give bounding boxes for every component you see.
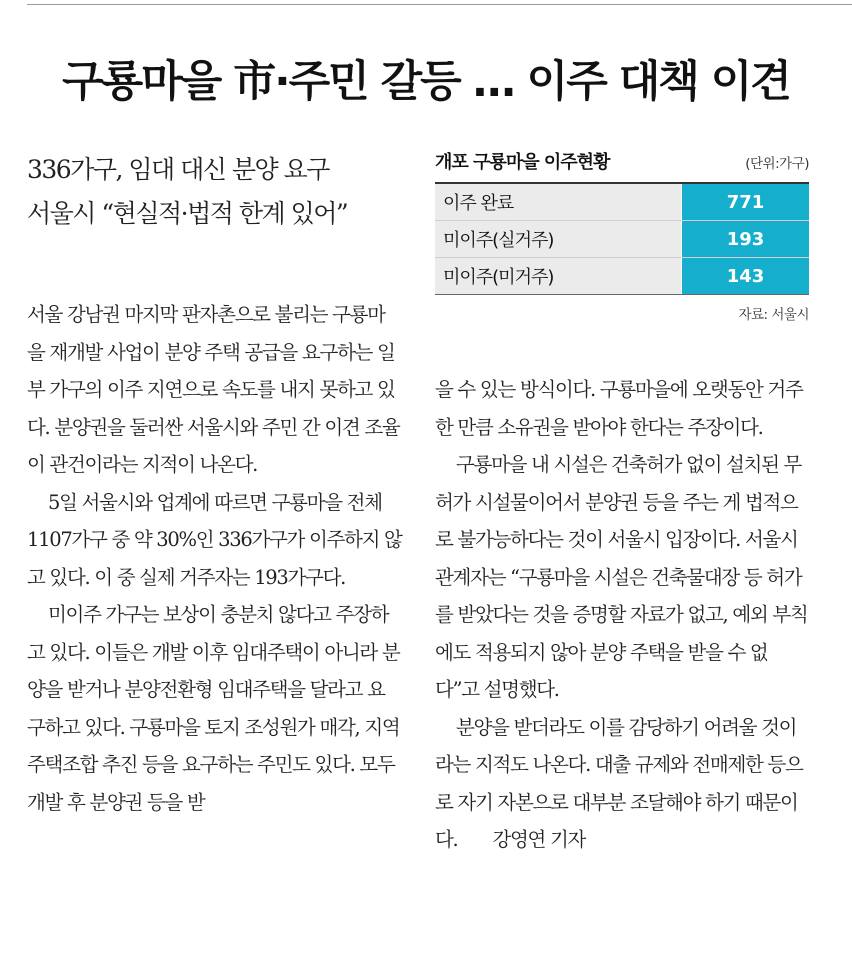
infobox-source: 자료: 서울시 [738, 307, 809, 323]
row-label: 이주 완료 [435, 184, 681, 220]
paragraph: 을 수 있는 방식이다. 구룡마을에 오랫동안 거주한 만큼 소유권을 받아야 한다는 주장이다. [435, 378, 803, 439]
headline: 구룡마을 市·주민 갈등 … 이주 대책 이견 [62, 57, 790, 107]
table-row [435, 220, 809, 257]
row-value: 143 [681, 258, 809, 294]
paragraph: 미이주 가구는 보상이 충분치 않다고 주장하고 있다. 이들은 개발 이후 임대주택이 아니라 분양을 받거나 분양전환형 임대주택을 달라고 요구하고 있다. 구룡마을 토지 조성원가 매각, 지역주택조합 추진 등을 요구하는 주민도 있다. 모두 개발 후 분양권 등을 받 [27, 603, 400, 814]
table-row [435, 257, 809, 294]
subhead [27, 148, 407, 236]
paragraph-text: 분양을 받더라도 이를 감당하기 어려울 것이라는 지적도 나온다. 대출 규제와 전매제한 등으로 자기 자본으로 대부분 조달해야 하기 때문이다. [435, 715, 803, 851]
reporter-byline: 강영연 기자 [492, 828, 586, 851]
relocation-status-box [435, 148, 809, 323]
paragraph: 서울 강남권 마지막 판자촌으로 불리는 구룡마을 재개발 사업이 분양 주택 공급을 요구하는 일부 가구의 이주 지연으로 속도를 내지 못하고 있다. 분양권을 둘러싼 서울시와 주민 간 이견 조율이 관건이라는 지적이 나온다. [27, 303, 400, 476]
row-label: 미이주(실거주) [435, 221, 681, 257]
article-column-right [435, 371, 810, 859]
infobox-unit: (단위:가구) [745, 156, 809, 172]
infobox-title: 개포 구룡마을 이주현황 [435, 152, 610, 173]
paragraph [435, 709, 810, 859]
row-label: 미이주(미거주) [435, 258, 681, 294]
top-rule [27, 4, 852, 5]
row-value: 771 [681, 184, 809, 220]
subhead-line-2: 서울시 “현실적·법적 한계 있어” [27, 199, 348, 228]
subhead-line-1: 336가구, 임대 대신 분양 요구 [27, 155, 329, 184]
infobox-header [435, 148, 809, 182]
row-value: 193 [681, 221, 809, 257]
article-column-left [27, 296, 402, 821]
table-row [435, 184, 809, 220]
infobox-table [435, 182, 809, 295]
paragraph: 구룡마을 내 시설은 건축허가 없이 설치된 무허가 시설물이어서 분양권 등을 주는 게 법적으로 불가능하다는 것이 서울시 입장이다. 서울시 관계자는 “구룡마을 시설은 건축물대장 등 허가를 받았다는 것을 증명할 자료가 없고, 예외 부칙에도 적용되지 않아 분양 주택을 받을 수 없다”고 설명했다. [435, 453, 808, 701]
paragraph: 5일 서울시와 업계에 따르면 구룡마을 전체 1107가구 중 약 30%인 336가구가 이주하지 않고 있다. 이 중 실제 거주자는 193가구다. [27, 490, 402, 589]
